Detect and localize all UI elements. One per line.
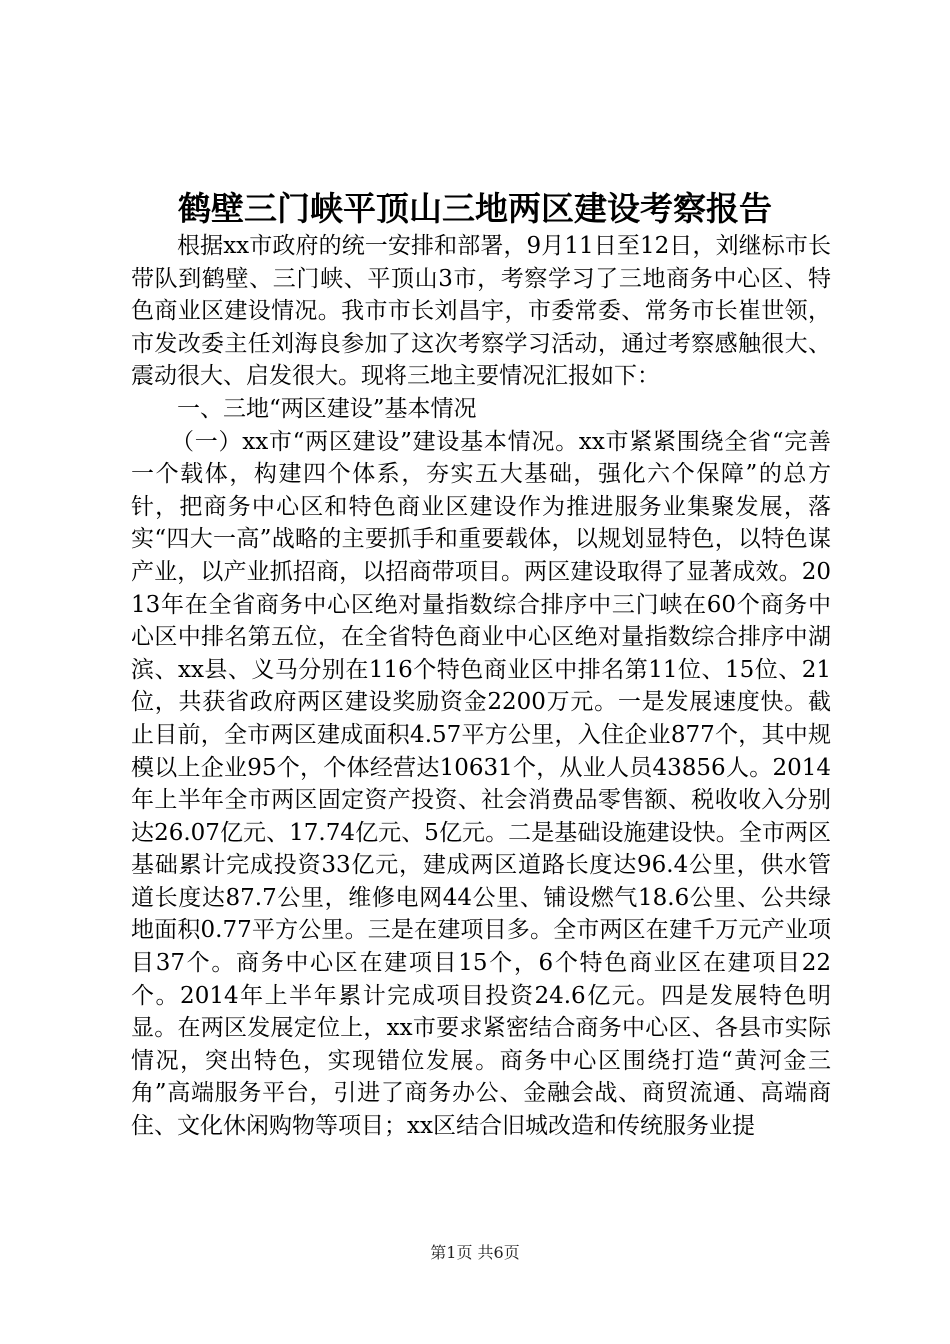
document-title: 鹤壁三门峡平顶山三地两区建设考察报告 xyxy=(178,189,772,228)
section-paragraph: （一）xx市“两区建设”建设基本情况。xx市紧紧围绕全省“完善一个载体，构建四个体系，夯实五大基础，强化六个保障”的总方针，把商务中心区和特色商业区建设作为推进服务业集聚发展，落实“四大一高”战略的主要抓手和重要载体，以规划显特色，以特色谋产业，以产业抓招商，以招商带项目。两区建设取得了显著成效。2013年在全省商务中心区绝对量指数综合排序中三门峡在60个商务中心区中排名第五位，在全省特色商业中心区绝对量指数综合排序中湖滨、xx县、义马分别在116个特色商业区中排名第11位、15位、21位，共获省政府两区建设奖励资金2200万元。一是发展速度快。截止目前，全市两区建成面积4.57平方公里，入住企业877个，其中规模以上企业95个，个体经营达10631个，从业人员43856人。2014年上半年全市两区固定资产投资、社会消费品零售额、税收收入分别达26.07亿元、17.74亿元、5亿元。二是基础设施建设快。全市两区基础累计完成投资33亿元，建成两区道路长度达96.4公里，供水管道长度达87.7公里，维修电网44公里、铺设燃气18.6公里、公共绿地面积0.77平方公里。三是在建项目多。全市两区在建千万元产业项目37个。商务中心区在建项目15个，6个特色商业区在建项目22个。2014年上半年累计完成项目投资24.6亿元。四是发展特色明显。在两区发展定位上，xx市要求紧密结合商务中心区、各县市实际情况，突出特色，实现错位发展。商务中心区围绕打造“黄河金三角”高端服务平台，引进了商务办公、金融会战、商贸流通、高端商住、文化休闲购物等项目；xx区结合旧城改造和传统服务业提 xyxy=(131,428,831,1140)
intro-paragraph: 根据xx市政府的统一安排和部署，9月11日至12日，刘继标市长带队到鹤壁、三门峡、平顶山3市，考察学习了三地商务中心区、特色商业区建设情况。我市市长刘昌宇，市委常委、常务市长崔世领，市发改委主任刘海良参加了这次考察学习活动，通过考察感触很大、震动很大、启发很大。现将三地主要情况汇报如下： xyxy=(131,233,831,390)
section-heading: 一、三地“两区建设”基本情况 xyxy=(177,395,477,422)
page-footer: 第1页 共6页 xyxy=(430,1243,520,1262)
document-body xyxy=(131,230,831,1143)
